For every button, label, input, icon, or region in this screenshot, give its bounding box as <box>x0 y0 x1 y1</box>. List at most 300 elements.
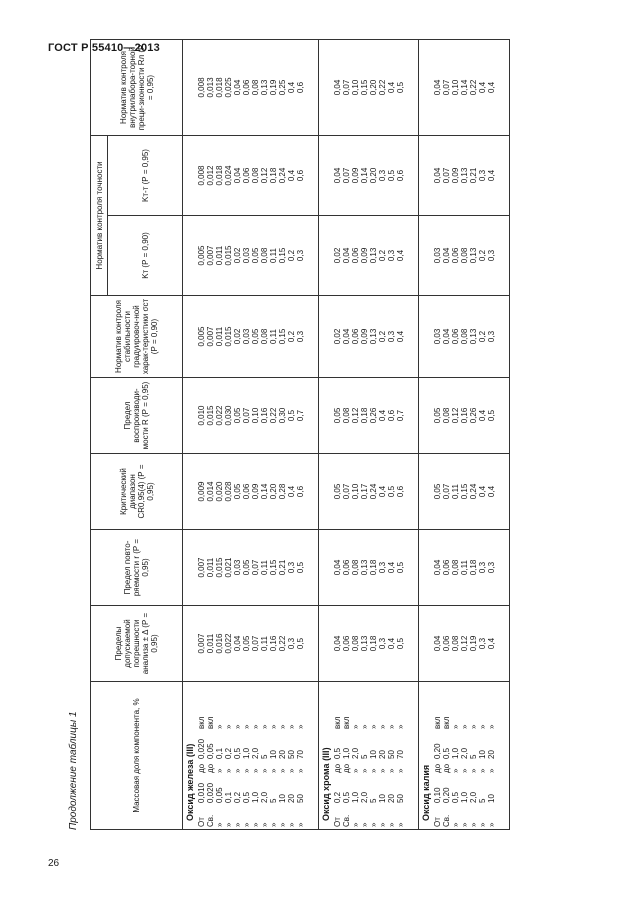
value: 0,4 <box>478 81 487 94</box>
value: 0,3 <box>296 249 305 262</box>
col-repeatability: Предел повто-ряемости r (Р = 0,95) <box>91 530 183 606</box>
value: 0,05 <box>433 407 442 424</box>
range-label-part: » <box>469 768 478 773</box>
value: 0,05 <box>251 328 260 345</box>
value: 0,08 <box>351 559 360 576</box>
value: 0,08 <box>460 247 469 264</box>
range-label <box>333 684 342 827</box>
value: 0,13 <box>369 247 378 264</box>
range-label-part: Св. <box>442 814 451 827</box>
value: 0,06 <box>351 328 360 345</box>
range-label-part: » <box>278 724 287 729</box>
value: 0,4 <box>487 485 496 498</box>
range-label-part: » <box>287 768 296 773</box>
data-table <box>90 39 510 830</box>
value-cell <box>183 216 319 296</box>
range-label-part: » <box>460 768 469 773</box>
range-label-part: » <box>287 822 296 827</box>
value: 0,3 <box>487 249 496 262</box>
value: 0,015 <box>224 245 233 266</box>
range-label-part: » <box>242 822 251 827</box>
range-label-part: » <box>260 822 269 827</box>
value: 0,05 <box>233 483 242 500</box>
range-label-part: » <box>215 768 224 773</box>
value-cell <box>419 39 510 135</box>
value: 0,7 <box>296 409 305 422</box>
value: 0,3 <box>378 169 387 182</box>
value: 0,5 <box>396 637 405 650</box>
value: 0,4 <box>396 330 405 343</box>
range-label-part: » <box>224 768 233 773</box>
value: 0,30 <box>278 407 287 424</box>
value: 0,010 <box>197 405 206 426</box>
value: 0,4 <box>378 409 387 422</box>
value: 0,03 <box>433 247 442 264</box>
range-label-part: 0,020 <box>206 782 215 803</box>
value: 0,008 <box>197 165 206 186</box>
value: 0,05 <box>251 247 260 264</box>
value: 0,22 <box>378 79 387 96</box>
section-title: Оксид железа (III) <box>185 743 195 821</box>
range-label-part: 2,0 <box>469 791 478 803</box>
value-cell <box>319 454 419 530</box>
value: 0,012 <box>206 165 215 186</box>
value: 0,05 <box>333 407 342 424</box>
range-label-part: 0,20 <box>442 787 451 803</box>
value: 0,08 <box>251 79 260 96</box>
value: 0,10 <box>351 483 360 500</box>
range-label-part: » <box>224 822 233 827</box>
range-label-part: 10 <box>369 750 378 759</box>
value: 0,3 <box>478 561 487 574</box>
range-label-part: » <box>287 724 296 729</box>
value: 0,4 <box>478 485 487 498</box>
section-title: Оксид хрома (III) <box>321 747 331 821</box>
value: 0,15 <box>278 247 287 264</box>
range-label-part: » <box>387 724 396 729</box>
value: 0,07 <box>342 79 351 96</box>
range-label-part: » <box>351 822 360 827</box>
value: 0,04 <box>433 559 442 576</box>
value: 0,3 <box>287 637 296 650</box>
component-cell <box>319 682 419 830</box>
range-label-part: » <box>451 822 460 827</box>
value: 0,07 <box>342 167 351 184</box>
range-label-part: » <box>296 724 305 729</box>
value: 0,24 <box>278 167 287 184</box>
value: 0,12 <box>460 635 469 652</box>
value: 0,6 <box>296 485 305 498</box>
col-calib-stability: Норматив контроля стабильности градуировоч-ной харак-теристики σст (Р = 0,90) <box>91 296 183 378</box>
range-label <box>360 684 369 827</box>
value: 0,007 <box>206 245 215 266</box>
value: 0,6 <box>296 169 305 182</box>
range-label-part: » <box>396 724 405 729</box>
range-label-part: » <box>378 768 387 773</box>
value: 0,06 <box>351 247 360 264</box>
value: 0,022 <box>224 633 233 654</box>
range-label-part: » <box>260 724 269 729</box>
range-label-part: 70 <box>296 750 305 759</box>
value: 0,07 <box>442 79 451 96</box>
value: 0,015 <box>215 557 224 578</box>
value: 0,07 <box>251 635 260 652</box>
range-label <box>369 684 378 827</box>
value: 0,06 <box>242 167 251 184</box>
value: 0,6 <box>296 81 305 94</box>
value: 0,011 <box>206 633 215 654</box>
value: 0,13 <box>369 328 378 345</box>
value: 0,04 <box>442 247 451 264</box>
col-reproducibility: Предел воспроизводи-мости R (Р = 0,95) <box>91 378 183 454</box>
range-label <box>396 684 405 827</box>
range-label-part: 10 <box>278 794 287 803</box>
value: 0,2 <box>478 330 487 343</box>
range-label-part: » <box>360 724 369 729</box>
value: 0,28 <box>278 483 287 500</box>
range-label-part: 20 <box>378 750 387 759</box>
range-label-part: » <box>369 768 378 773</box>
value: 0,4 <box>387 81 396 94</box>
value: 0,11 <box>451 484 460 499</box>
value: 0,3 <box>378 561 387 574</box>
value: 0,020 <box>215 481 224 502</box>
value: 0,018 <box>215 77 224 98</box>
range-label-part: От <box>197 817 206 827</box>
value: 0,04 <box>333 79 342 96</box>
value: 0,3 <box>478 637 487 650</box>
table-row <box>319 39 419 829</box>
value: 0,2 <box>287 330 296 343</box>
range-label <box>197 684 206 827</box>
value: 0,03 <box>233 559 242 576</box>
range-label-part: 2,0 <box>351 747 360 759</box>
value-cell <box>183 454 319 530</box>
value: 0,005 <box>197 245 206 266</box>
value: 0,07 <box>242 407 251 424</box>
value: 0,030 <box>224 405 233 426</box>
range-label <box>206 684 215 827</box>
range-label-part: » <box>296 822 305 827</box>
value: 0,2 <box>287 249 296 262</box>
range-label-part: » <box>269 724 278 729</box>
range-label-part: 50 <box>396 794 405 803</box>
range-label-part: 50 <box>387 750 396 759</box>
value: 0,20 <box>369 79 378 96</box>
value: 0,011 <box>206 557 215 578</box>
value: 0,3 <box>378 637 387 650</box>
page-number: 26 <box>48 858 60 869</box>
range-label-part: вкл <box>342 716 351 729</box>
range-label-part: » <box>269 768 278 773</box>
value: 0,08 <box>451 559 460 576</box>
range-label-part: вкл <box>206 716 215 729</box>
value: 0,02 <box>233 328 242 345</box>
value: 0,015 <box>206 405 215 426</box>
value: 0,009 <box>197 481 206 502</box>
value: 0,05 <box>242 559 251 576</box>
value: 0,10 <box>251 407 260 424</box>
range-label-part: до <box>342 763 351 773</box>
value: 0,22 <box>278 635 287 652</box>
value: 0,04 <box>333 635 342 652</box>
range-label-part: 2,0 <box>360 791 369 803</box>
value: 0,3 <box>487 561 496 574</box>
range-label-part: » <box>296 768 305 773</box>
range-label-part: вкл <box>333 716 342 729</box>
range-label-part: 70 <box>396 750 405 759</box>
value-cell <box>183 606 319 682</box>
table-body <box>183 39 510 829</box>
range-label-part: » <box>360 822 369 827</box>
range-label-part: » <box>278 822 287 827</box>
range-label-part: » <box>351 768 360 773</box>
value: 0,022 <box>215 405 224 426</box>
value-cell <box>319 216 419 296</box>
range-label <box>233 684 242 827</box>
range-label-part: » <box>224 724 233 729</box>
range-label-part: » <box>251 768 260 773</box>
range-label-part: » <box>487 822 496 827</box>
value: 0,11 <box>269 329 278 344</box>
value: 0,005 <box>197 326 206 347</box>
value: 0,22 <box>469 79 478 96</box>
range-label-part: 0,2 <box>224 747 233 759</box>
value: 0,11 <box>269 248 278 263</box>
component-cell <box>419 682 510 830</box>
value: 0,13 <box>460 167 469 184</box>
range-label-part: 5 <box>469 754 478 759</box>
range-label <box>442 684 451 827</box>
value: 0,26 <box>469 407 478 424</box>
range-label-part: 0,05 <box>206 743 215 759</box>
value: 0,5 <box>287 409 296 422</box>
value: 0,15 <box>269 559 278 576</box>
value-cell <box>419 454 510 530</box>
range-label-part: Св. <box>342 814 351 827</box>
range-label-part: 2,0 <box>260 791 269 803</box>
range-label-part: » <box>269 822 278 827</box>
value: 0,6 <box>396 169 405 182</box>
value-cell <box>183 39 319 135</box>
value-cell <box>419 606 510 682</box>
value: 0,4 <box>387 561 396 574</box>
rotated-table-container <box>60 10 580 830</box>
range-label <box>224 684 233 827</box>
range-label-part: 0,5 <box>342 791 351 803</box>
range-label-part: » <box>396 768 405 773</box>
range-label-part: 10 <box>269 750 278 759</box>
value: 0,4 <box>378 485 387 498</box>
range-label-part: 0,10 <box>433 787 442 803</box>
range-label-part: » <box>278 768 287 773</box>
value-cell <box>419 135 510 215</box>
value-cell <box>419 296 510 378</box>
value: 0,13 <box>360 559 369 576</box>
range-label-part: » <box>251 724 260 729</box>
range-label-part: до <box>433 763 442 773</box>
value: 0,09 <box>360 328 369 345</box>
range-label <box>478 684 487 827</box>
value-cell <box>319 378 419 454</box>
value: 0,10 <box>451 79 460 96</box>
col-intralab: Норматив контроля внутрилабора-торной преци-зионности Rл (Р = 0,95) <box>91 39 183 135</box>
value: 0,5 <box>396 81 405 94</box>
range-label-part: 0,2 <box>233 791 242 803</box>
range-label-part: вкл <box>433 716 442 729</box>
value: 0,02 <box>333 247 342 264</box>
value: 0,025 <box>224 77 233 98</box>
range-label-part: » <box>387 822 396 827</box>
range-label-part: 1,0 <box>251 791 260 803</box>
value: 0,19 <box>269 79 278 96</box>
range-label-part: 0,5 <box>333 747 342 759</box>
value: 0,08 <box>460 328 469 345</box>
value: 0,06 <box>451 247 460 264</box>
range-label <box>215 684 224 827</box>
value: 0,08 <box>442 407 451 424</box>
value-cell <box>419 530 510 606</box>
range-label-part: » <box>369 724 378 729</box>
range-label-part: » <box>215 724 224 729</box>
range-label-part: до <box>197 763 206 773</box>
value: 0,3 <box>387 330 396 343</box>
value: 0,08 <box>260 247 269 264</box>
value-cell <box>419 378 510 454</box>
range-label-part: 20 <box>387 794 396 803</box>
range-label-part: 10 <box>478 750 487 759</box>
value: 0,06 <box>442 635 451 652</box>
value: 0,06 <box>342 635 351 652</box>
value-cell <box>319 296 419 378</box>
value: 0,11 <box>460 560 469 575</box>
value: 0,018 <box>215 165 224 186</box>
value: 0,011 <box>215 326 224 347</box>
value: 0,14 <box>460 79 469 96</box>
value: 0,3 <box>296 330 305 343</box>
value: 0,14 <box>360 167 369 184</box>
value: 0,19 <box>469 635 478 652</box>
value: 0,09 <box>360 247 369 264</box>
value: 0,22 <box>269 407 278 424</box>
continuation-caption: Продолжение таблицы 1 <box>68 711 79 830</box>
value-cell <box>183 296 319 378</box>
value-cell <box>419 216 510 296</box>
range-label-part: » <box>469 724 478 729</box>
value: 0,16 <box>260 407 269 424</box>
range-label-part: » <box>460 822 469 827</box>
value: 0,08 <box>342 407 351 424</box>
range-label <box>260 684 269 827</box>
value: 0,015 <box>224 326 233 347</box>
value: 0,04 <box>333 167 342 184</box>
value: 0,04 <box>442 328 451 345</box>
range-label-part: 0,5 <box>451 791 460 803</box>
value: 0,08 <box>451 635 460 652</box>
range-label-part: вкл <box>442 716 451 729</box>
value: 0,007 <box>197 633 206 654</box>
value: 0,024 <box>224 165 233 186</box>
value: 0,09 <box>251 483 260 500</box>
value: 0,18 <box>369 635 378 652</box>
range-label-part: » <box>378 724 387 729</box>
value: 0,12 <box>451 407 460 424</box>
range-label-part: 5 <box>369 798 378 803</box>
range-label-part: 10 <box>487 794 496 803</box>
value: 0,2 <box>378 249 387 262</box>
value-cell <box>319 606 419 682</box>
range-label-part: » <box>233 724 242 729</box>
range-label-part: » <box>451 724 460 729</box>
value: 0,06 <box>342 559 351 576</box>
range-label-part: 0,1 <box>215 747 224 759</box>
range-label-part: » <box>487 768 496 773</box>
value: 0,5 <box>487 409 496 422</box>
value: 0,04 <box>433 79 442 96</box>
range-label <box>251 684 260 827</box>
value: 0,06 <box>442 559 451 576</box>
value: 0,013 <box>206 77 215 98</box>
range-label-part: 0,2 <box>333 791 342 803</box>
value: 0,10 <box>351 79 360 96</box>
range-label-part: до <box>206 763 215 773</box>
range-label-part: » <box>233 768 242 773</box>
table-row <box>419 39 510 829</box>
value: 0,24 <box>369 483 378 500</box>
range-label-part: 0,1 <box>224 791 233 803</box>
value-cell <box>183 135 319 215</box>
range-label-part: до <box>442 763 451 773</box>
range-label-part: » <box>396 822 405 827</box>
value: 0,5 <box>387 169 396 182</box>
value: 0,4 <box>396 249 405 262</box>
value: 0,4 <box>287 485 296 498</box>
range-label-part: 0,020 <box>197 738 206 759</box>
value: 0,06 <box>451 328 460 345</box>
range-label <box>460 684 469 827</box>
range-label-part: » <box>378 822 387 827</box>
range-label-part: до <box>333 763 342 773</box>
range-label <box>433 684 442 827</box>
value: 0,07 <box>442 167 451 184</box>
value: 0,09 <box>451 167 460 184</box>
range-label-part: » <box>478 822 487 827</box>
value: 0,11 <box>260 636 269 651</box>
range-label-part: 0,5 <box>442 747 451 759</box>
value: 0,21 <box>469 167 478 184</box>
value: 0,6 <box>387 409 396 422</box>
value: 0,7 <box>396 409 405 422</box>
value: 0,08 <box>260 328 269 345</box>
value: 0,15 <box>460 483 469 500</box>
value: 0,04 <box>333 559 342 576</box>
value: 0,26 <box>369 407 378 424</box>
range-label-part: 2,0 <box>251 747 260 759</box>
value: 0,06 <box>242 483 251 500</box>
value: 0,13 <box>360 635 369 652</box>
range-label-part: 5 <box>260 754 269 759</box>
value: 0,4 <box>487 169 496 182</box>
range-label <box>278 684 287 827</box>
value-cell <box>183 378 319 454</box>
value: 0,18 <box>369 559 378 576</box>
document-header: ГОСТ Р 55410—2013 <box>48 42 160 54</box>
range-label-part: » <box>387 768 396 773</box>
value: 0,15 <box>278 328 287 345</box>
range-label-part: 5 <box>478 798 487 803</box>
range-label-part: » <box>351 724 360 729</box>
value: 0,007 <box>206 326 215 347</box>
